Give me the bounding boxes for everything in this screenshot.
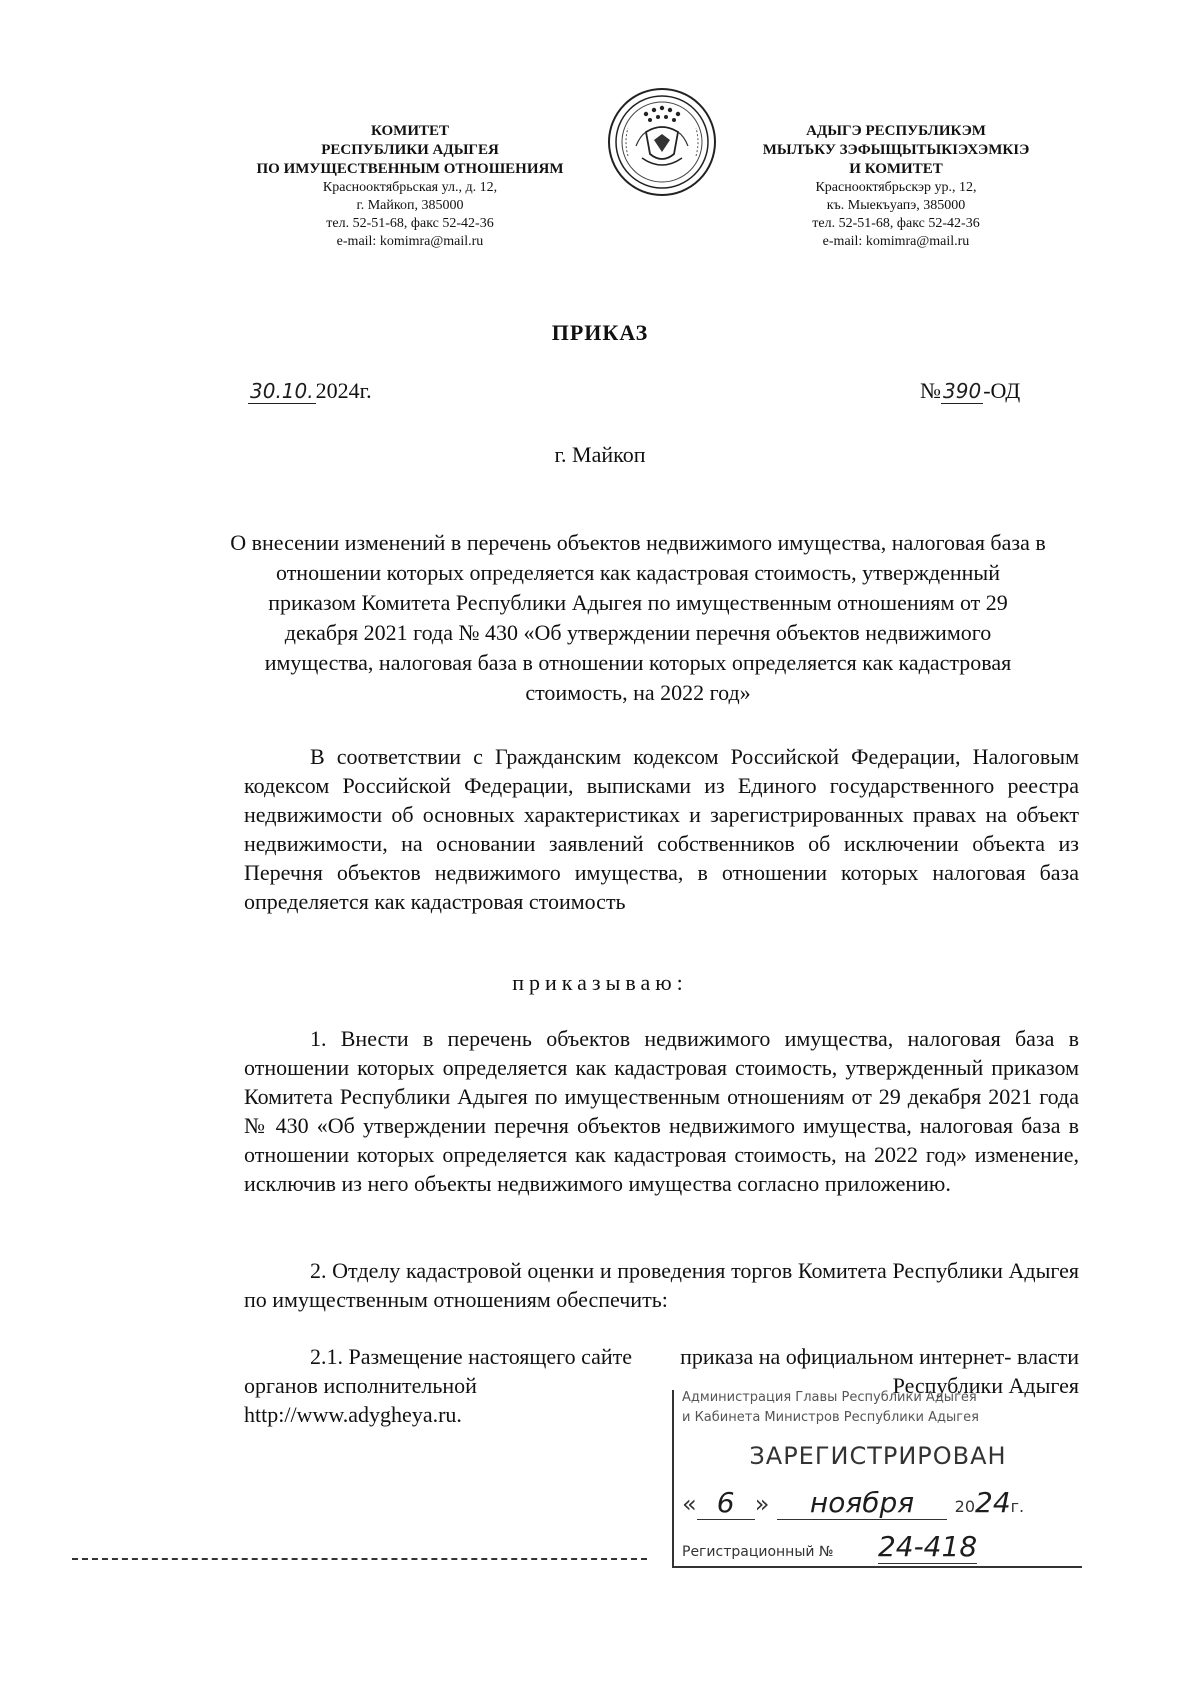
stamp-month: ноября — [777, 1486, 947, 1520]
stamp-reg-label: Регистрационный № — [682, 1544, 834, 1560]
header-right-phone: тел. 52-51-68, факс 52-42-36 — [812, 216, 980, 231]
footer-divider — [72, 1558, 647, 1560]
date-handwritten: 30.10. — [250, 379, 314, 403]
header-left-line3: ПО ИМУЩЕСТВЕННЫМ ОТНОШЕНИЯМ — [256, 161, 564, 177]
number-prefix: № — [920, 378, 941, 403]
header-left-email: e-mail: komimra@mail.ru — [336, 234, 484, 249]
order-word: приказываю: — [512, 970, 688, 995]
document-title: ПРИКАЗ — [551, 320, 649, 345]
header-right-line3: И КОМИТЕТ — [849, 161, 943, 177]
header-right-email: e-mail: komimra@mail.ru — [822, 234, 970, 249]
header-right-line2: МЫЛЪКУ ЗЭФЫЩЫТЫКІЭХЭМКІЭ — [762, 142, 1030, 158]
header-left-line2: РЕСПУБЛИКИ АДЫГЕЯ — [321, 142, 499, 158]
stamp-org-line2: и Кабинета Министров Республики Адыгея — [682, 1410, 979, 1425]
document-date — [248, 378, 372, 404]
document-number — [920, 378, 1020, 404]
number-suffix: -ОД — [983, 378, 1021, 403]
stamp-year-prefix: 20 — [954, 1497, 975, 1516]
order-item-2: 2. Отделу кадастровой оценки и проведения торгов Комитета Республики Адыгея по имущественным отношениям обеспечить: — [244, 1258, 1079, 1312]
header-right-address1: Краснооктябрьскэр ур., 12, — [815, 180, 977, 195]
header-left-phone: тел. 52-51-68, факс 52-42-36 — [326, 216, 494, 231]
registration-stamp — [672, 1390, 1082, 1568]
stamp-status: ЗАРЕГИСТРИРОВАН — [749, 1442, 1007, 1470]
header-right-address2: къ. Мыекъуапэ, 385000 — [826, 198, 966, 213]
order-item-2-1-left: 2.1. Размещение настоящего сайте органов исполнительной http://www.adygheya.ru. — [244, 1344, 633, 1427]
header-left — [228, 122, 592, 251]
stamp-org-line1: Администрация Главы Республики Адыгея — [682, 1390, 977, 1405]
number-handwritten: 390 — [943, 379, 982, 403]
date-year: 2024г. — [315, 378, 372, 403]
stamp-year: 24 — [975, 1486, 1011, 1519]
header-right-line1: АДЫГЭ РЕСПУБЛИКЭМ — [806, 123, 986, 139]
stamp-year-suffix: г. — [1010, 1497, 1025, 1516]
header-right — [736, 122, 1056, 251]
document-city: г. Майкоп — [554, 442, 646, 467]
header-left-address2: г. Майкоп, 385000 — [356, 198, 464, 213]
stamp-reg-number: 24-418 — [877, 1530, 978, 1563]
stamp-registration — [682, 1530, 977, 1564]
document-preamble: В соответствии с Гражданским кодексом Российской Федерации, Налоговым кодексом Российской Федерации, выписками из Единого государственного реестра недвижимости об основных характеристиках и зарегистрированных правах на объект недвижимости, на основании заявлений собственников об исключении объекта из Перечня объектов недвижимого имущества, в отношении которых налоговая база определяется как кадастровая стоимость — [244, 744, 1079, 914]
coat-of-arms-icon — [606, 86, 718, 198]
order-item-2-1-right: приказа на официальном интернет- власти Республики Адыгея — [680, 1344, 1079, 1398]
header-left-line1: КОМИТЕТ — [370, 123, 449, 139]
header-left-address1: Краснооктябрьская ул., д. 12, — [322, 180, 498, 195]
stamp-day: 6 — [697, 1486, 755, 1520]
order-item-1: 1. Внести в перечень объектов недвижимого имущества, налоговая база в отношении которых определяется как кадастровая стоимость, утвержденный приказом Комитета Республики Адыгея по имущественным отношениям от 29 декабря 2021 года № 430 «Об утверждении перечня объектов недвижимого имущества, налоговая база в отношении которых определяется как кадастровая стоимость, на 2022 год» изменение, исключив из него объекты недвижимого имущества согласно приложению. — [244, 1026, 1079, 1196]
stamp-date: « 6 » ноября 2024г. — [682, 1486, 1025, 1519]
document-subject: О внесении изменений в перечень объектов недвижимого имущества, налоговая база в отношении которых определяется как кадастровая стоимость, утвержденный приказом Комитета Республики Адыгея по имущественным отношениям от 29 декабря 2021 года № 430 «Об утверждении перечня объектов недвижимого имущества, налоговая база в отношении которых определяется как кадастровая стоимость, на 2022 год» — [230, 530, 1046, 705]
